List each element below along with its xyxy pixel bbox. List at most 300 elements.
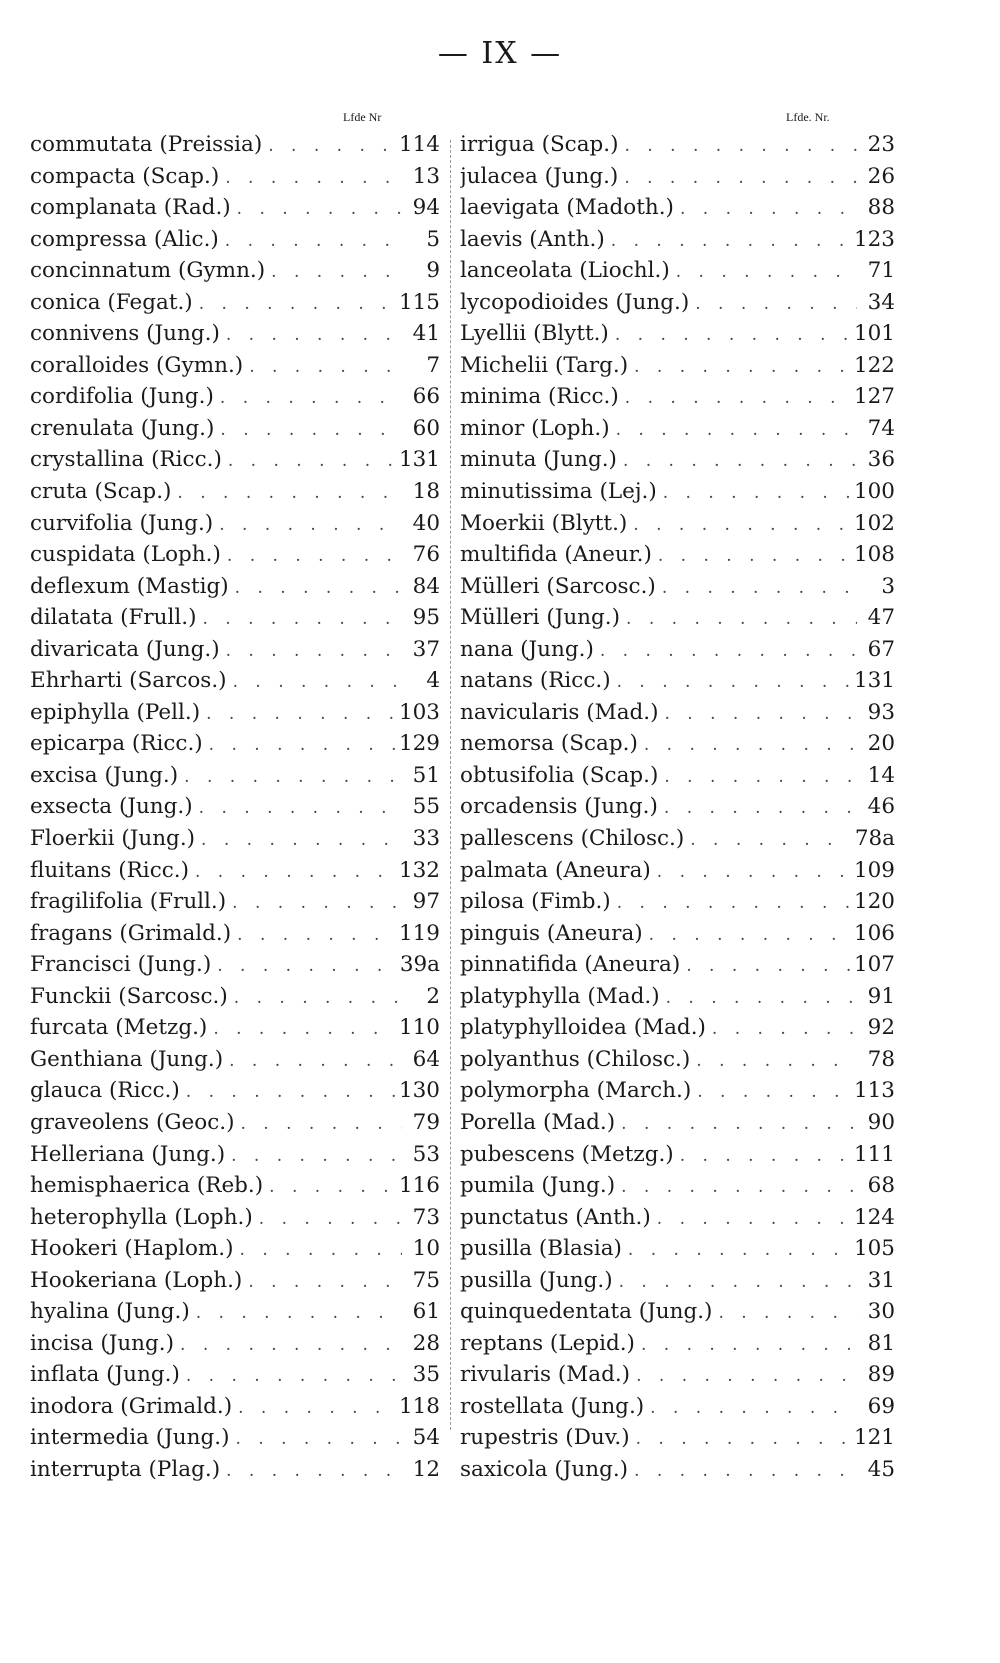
index-entry <box>460 984 895 1016</box>
entry-number: 122 <box>853 352 895 378</box>
dot-leader <box>658 546 850 566</box>
entry-term: connivens (Jung.) <box>30 321 220 347</box>
dot-leader <box>657 1209 850 1229</box>
dot-leader <box>664 798 857 818</box>
index-entry <box>30 921 440 953</box>
entry-number: 103 <box>398 699 440 725</box>
entry-term: cruta (Scap.) <box>30 479 172 505</box>
index-entry <box>30 1173 440 1205</box>
entry-term: coralloides (Gymn.) <box>30 352 244 378</box>
entry-number: 94 <box>412 195 440 221</box>
column-header: Lfde. Nr. <box>786 110 830 124</box>
entry-number: 13 <box>412 163 440 189</box>
index-entry <box>30 321 440 353</box>
dot-leader <box>201 830 402 850</box>
dot-leader <box>209 735 395 755</box>
entry-number: 51 <box>412 762 440 788</box>
entry-term: polymorpha (March.) <box>460 1078 692 1104</box>
dot-leader <box>619 1272 857 1292</box>
entry-number: 76 <box>412 542 440 568</box>
dot-leader <box>269 1177 395 1197</box>
entry-term: multifida (Aneur.) <box>460 542 652 568</box>
index-entry <box>30 1236 440 1268</box>
entry-term: rostellata (Jung.) <box>460 1393 645 1419</box>
dot-leader <box>680 1146 850 1166</box>
entry-number: 36 <box>867 447 895 473</box>
dot-leader <box>634 1461 857 1481</box>
entry-term: fluitans (Ricc.) <box>30 857 189 883</box>
entry-term: pallescens (Chilosc.) <box>460 826 685 852</box>
entry-number: 107 <box>853 952 895 978</box>
entry-term: intermedia (Jung.) <box>30 1425 230 1451</box>
dot-leader <box>235 1429 402 1449</box>
index-entry <box>460 195 895 227</box>
entry-number: 93 <box>867 699 895 725</box>
dot-leader <box>259 1209 402 1229</box>
entry-number: 113 <box>853 1078 895 1104</box>
entry-number: 91 <box>867 983 895 1009</box>
dot-leader <box>662 578 857 598</box>
dot-leader <box>206 704 395 724</box>
index-entry <box>460 321 895 353</box>
index-entry <box>460 1268 895 1300</box>
entry-term: Porella (Mad.) <box>460 1109 616 1135</box>
index-entry <box>460 1457 895 1489</box>
entry-number: 90 <box>867 1109 895 1135</box>
dot-leader <box>665 704 858 724</box>
entry-term: Lyellii (Blytt.) <box>460 321 609 347</box>
entry-number: 97 <box>412 889 440 915</box>
entry-term: hyalina (Jung.) <box>30 1299 190 1325</box>
entry-number: 110 <box>398 1015 440 1041</box>
entry-term: exsecta (Jung.) <box>30 794 193 820</box>
entry-term: pusilla (Blasia) <box>460 1236 622 1262</box>
entry-term: nemorsa (Scap.) <box>460 731 638 757</box>
entry-number: 119 <box>398 920 440 946</box>
dot-leader <box>621 1114 857 1134</box>
entry-term: palmata (Aneura) <box>460 857 651 883</box>
entry-number: 89 <box>867 1362 895 1388</box>
entry-term: complanata (Rad.) <box>30 195 231 221</box>
entry-term: Funckii (Sarcosc.) <box>30 983 228 1009</box>
index-entry <box>460 1425 895 1457</box>
entry-number: 114 <box>398 132 440 157</box>
entry-term: cordifolia (Jung.) <box>30 384 214 410</box>
dot-leader <box>238 1398 395 1418</box>
index-entry <box>460 384 895 416</box>
dot-leader <box>663 483 850 503</box>
index-entry <box>30 952 440 984</box>
index-entry <box>30 542 440 574</box>
entry-number: 121 <box>853 1425 895 1451</box>
entry-number: 120 <box>853 889 895 915</box>
entry-number: 9 <box>426 258 440 284</box>
dot-leader <box>636 1366 857 1386</box>
entry-number: 132 <box>398 857 440 883</box>
entry-number: 79 <box>412 1109 440 1135</box>
index-entry <box>460 1110 895 1142</box>
index-entry <box>460 479 895 511</box>
entry-number: 41 <box>412 321 440 347</box>
entry-term: crenulata (Jung.) <box>30 415 215 441</box>
entry-number: 101 <box>853 321 895 347</box>
index-entry <box>30 889 440 921</box>
index-entry <box>30 511 440 543</box>
entry-number: 4 <box>426 668 440 694</box>
dot-leader <box>219 515 402 535</box>
index-entry <box>460 542 895 574</box>
entry-number: 131 <box>398 447 440 473</box>
entry-term: inodora (Grimald.) <box>30 1393 233 1419</box>
index-entry <box>460 731 895 763</box>
entry-term: furcata (Metzg.) <box>30 1015 208 1041</box>
index-entry <box>460 1047 895 1079</box>
dot-leader <box>226 325 402 345</box>
dot-leader <box>235 578 402 598</box>
entry-term: Genthiana (Jung.) <box>30 1046 224 1072</box>
index-entry <box>460 668 895 700</box>
entry-number: 106 <box>853 920 895 946</box>
index-entry <box>30 416 440 448</box>
dot-leader <box>697 1082 850 1102</box>
dot-leader <box>220 388 402 408</box>
entry-term: polyanthus (Chilosc.) <box>460 1046 691 1072</box>
index-entry <box>30 1331 440 1363</box>
index-entry <box>30 605 440 637</box>
entry-term: epicarpa (Ricc.) <box>30 731 203 757</box>
entry-term: reptans (Lepid.) <box>460 1330 635 1356</box>
entry-term: heterophylla (Loph.) <box>30 1204 253 1230</box>
entry-number: 75 <box>412 1267 440 1293</box>
entry-number: 3 <box>881 573 895 599</box>
dot-leader <box>248 1272 402 1292</box>
index-entry <box>30 826 440 858</box>
index-entry <box>30 195 440 227</box>
index-entry <box>30 731 440 763</box>
entry-term: Michelii (Targ.) <box>460 352 629 378</box>
entry-term: obtusifolia (Scap.) <box>460 762 659 788</box>
index-entry <box>460 416 895 448</box>
index-entry <box>460 132 895 164</box>
dot-leader <box>227 546 402 566</box>
index-entry <box>460 637 895 669</box>
index-entry <box>460 1205 895 1237</box>
dot-leader <box>213 1019 395 1039</box>
entry-number: 10 <box>412 1236 440 1262</box>
dot-leader <box>695 294 857 314</box>
entry-term: Hookeri (Haplom.) <box>30 1236 234 1262</box>
dot-leader <box>226 641 402 661</box>
dot-leader <box>186 1366 402 1386</box>
index-entry <box>460 511 895 543</box>
index-entry <box>30 574 440 606</box>
entry-number: 47 <box>867 605 895 631</box>
entry-term: laevis (Anth.) <box>460 226 605 252</box>
dot-leader <box>617 672 850 692</box>
dot-leader <box>623 451 857 471</box>
entry-term: navicularis (Mad.) <box>460 699 659 725</box>
index-entry <box>30 164 440 196</box>
index-entry <box>30 1299 440 1331</box>
index-entry <box>30 1047 440 1079</box>
dot-leader <box>229 1051 402 1071</box>
entry-term: pusilla (Jung.) <box>460 1267 613 1293</box>
entry-number: 40 <box>412 510 440 536</box>
entry-number: 124 <box>853 1204 895 1230</box>
index-entry <box>30 447 440 479</box>
index-entry <box>30 1015 440 1047</box>
index-entry <box>460 858 895 890</box>
dot-leader <box>696 1051 857 1071</box>
entry-term: lanceolata (Liochl.) <box>460 258 670 284</box>
entry-number: 73 <box>412 1204 440 1230</box>
dot-leader <box>177 483 402 503</box>
entry-number: 28 <box>412 1330 440 1356</box>
entry-number: 127 <box>853 384 895 410</box>
entry-term: divaricata (Jung.) <box>30 636 220 662</box>
dot-leader <box>664 767 857 787</box>
entry-number: 78 <box>867 1046 895 1072</box>
entry-number: 31 <box>867 1267 895 1293</box>
dot-leader <box>249 357 402 377</box>
entry-number: 54 <box>412 1425 440 1451</box>
entry-term: julacea (Jung.) <box>460 163 619 189</box>
index-entry <box>460 1236 895 1268</box>
entry-number: 115 <box>398 289 440 315</box>
entry-number: 109 <box>853 857 895 883</box>
entry-term: Mülleri (Sarcosc.) <box>460 573 656 599</box>
entry-number: 60 <box>412 415 440 441</box>
dot-leader <box>228 451 395 471</box>
index-entry <box>30 637 440 669</box>
entry-number: 78a <box>854 826 895 852</box>
index-entry <box>460 1394 895 1426</box>
dot-leader <box>180 1335 402 1355</box>
dot-leader <box>184 767 402 787</box>
entry-term: fragans (Grimald.) <box>30 920 232 946</box>
dot-leader <box>271 262 402 282</box>
entry-term: orcadensis (Jung.) <box>460 794 658 820</box>
entry-term: pinguis (Aneura) <box>460 920 643 946</box>
index-entry <box>30 1394 440 1426</box>
dot-leader <box>186 1082 395 1102</box>
entry-number: 46 <box>867 794 895 820</box>
dot-leader <box>633 515 850 535</box>
entry-term: deflexum (Mastig) <box>30 573 229 599</box>
index-entry <box>460 574 895 606</box>
entry-term: Ehrharti (Sarcos.) <box>30 668 227 694</box>
entry-number: 20 <box>867 731 895 757</box>
entry-number: 53 <box>412 1141 440 1167</box>
entry-number: 105 <box>853 1236 895 1262</box>
index-entry <box>460 763 895 795</box>
entry-term: Hookeriana (Loph.) <box>30 1267 243 1293</box>
dot-leader <box>199 294 395 314</box>
index-entry <box>460 258 895 290</box>
dot-leader <box>600 641 857 661</box>
index-entry <box>30 1142 440 1174</box>
dot-leader <box>237 925 395 945</box>
entry-term: natans (Ricc.) <box>460 668 611 694</box>
dot-leader <box>628 1240 850 1260</box>
entry-number: 34 <box>867 289 895 315</box>
entry-number: 95 <box>412 605 440 631</box>
entry-term: inflata (Jung.) <box>30 1362 180 1388</box>
dot-leader <box>268 136 395 156</box>
entry-number: 74 <box>867 415 895 441</box>
entry-term: epiphylla (Pell.) <box>30 699 201 725</box>
entry-number: 116 <box>398 1173 440 1199</box>
index-entry <box>460 826 895 858</box>
index-entry <box>30 763 440 795</box>
entry-number: 61 <box>412 1299 440 1325</box>
index-entry <box>30 1205 440 1237</box>
index-entry <box>460 605 895 637</box>
entry-term: cuspidata (Loph.) <box>30 542 221 568</box>
entry-number: 129 <box>398 731 440 757</box>
dot-leader <box>718 1303 857 1323</box>
entry-number: 81 <box>867 1330 895 1356</box>
dot-leader <box>232 893 402 913</box>
entry-term: pubescens (Metzg.) <box>460 1141 674 1167</box>
entry-term: glauca (Ricc.) <box>30 1078 180 1104</box>
entry-term: saxicola (Jung.) <box>460 1456 629 1482</box>
dot-leader <box>616 420 857 440</box>
dot-leader <box>625 388 850 408</box>
entry-number: 33 <box>412 826 440 852</box>
index-entry <box>30 1268 440 1300</box>
entry-number: 30 <box>867 1299 895 1325</box>
dot-leader <box>611 231 850 251</box>
entry-number: 92 <box>867 1015 895 1041</box>
index-entry <box>30 227 440 259</box>
dot-leader <box>624 168 857 188</box>
dot-leader <box>621 1177 857 1197</box>
index-entry <box>460 227 895 259</box>
dot-leader <box>203 609 403 629</box>
index-entry <box>460 1173 895 1205</box>
index-entry <box>460 952 895 984</box>
entry-term: minor (Loph.) <box>460 415 610 441</box>
entry-term: dilatata (Frull.) <box>30 605 197 631</box>
entry-number: 12 <box>412 1456 440 1482</box>
dot-leader <box>240 1240 402 1260</box>
dot-leader <box>657 862 850 882</box>
entry-term: Mülleri (Jung.) <box>460 605 621 631</box>
entry-term: quinquedentata (Jung.) <box>460 1299 713 1325</box>
dot-leader <box>617 893 850 913</box>
entry-number: 131 <box>853 668 895 694</box>
entry-number: 45 <box>867 1456 895 1482</box>
entry-term: platyphylla (Mad.) <box>460 983 660 1009</box>
index-entry <box>460 353 895 385</box>
index-entry <box>30 1078 440 1110</box>
entry-number: 18 <box>412 479 440 505</box>
index-entry <box>460 794 895 826</box>
entry-number: 69 <box>867 1393 895 1419</box>
entry-number: 118 <box>398 1393 440 1419</box>
entry-term: rupestris (Duv.) <box>460 1425 630 1451</box>
index-entry <box>460 700 895 732</box>
index-entry <box>460 447 895 479</box>
entry-term: compacta (Scap.) <box>30 163 220 189</box>
entry-term: irrigua (Scap.) <box>460 132 619 157</box>
entry-term: excisa (Jung.) <box>30 762 179 788</box>
index-entry <box>30 984 440 1016</box>
dot-leader <box>237 199 402 219</box>
dot-leader <box>220 420 402 440</box>
entry-term: interrupta (Plag.) <box>30 1456 221 1482</box>
entry-term: minima (Ricc.) <box>460 384 619 410</box>
index-entry <box>30 1425 440 1457</box>
entry-term: graveolens (Geoc.) <box>30 1109 235 1135</box>
entry-number: 66 <box>412 384 440 410</box>
entry-term: nana (Jung.) <box>460 636 594 662</box>
entry-number: 2 <box>426 983 440 1009</box>
entry-number: 67 <box>867 636 895 662</box>
entry-number: 71 <box>867 258 895 284</box>
entry-number: 14 <box>867 762 895 788</box>
page-number: — IX — <box>437 36 563 71</box>
entry-list <box>460 132 895 1489</box>
entry-number: 68 <box>867 1173 895 1199</box>
index-entry <box>30 1362 440 1394</box>
entry-term: lycopodioides (Jung.) <box>460 289 690 315</box>
entry-number: 123 <box>853 226 895 252</box>
entry-number: 39a <box>399 952 440 978</box>
entry-term: platyphylloidea (Mad.) <box>460 1015 706 1041</box>
column-header: Lfde Nr <box>343 110 382 124</box>
dot-leader <box>644 735 857 755</box>
entry-number: 100 <box>853 479 895 505</box>
entry-number: 35 <box>412 1362 440 1388</box>
entry-term: compressa (Alic.) <box>30 226 219 252</box>
index-entry <box>460 164 895 196</box>
dot-leader <box>712 1019 857 1039</box>
entry-number: 64 <box>412 1046 440 1072</box>
dot-leader <box>226 1461 402 1481</box>
dot-leader <box>615 325 850 345</box>
index-entry <box>30 1110 440 1142</box>
entry-term: minuta (Jung.) <box>460 447 617 473</box>
index-entry <box>460 1078 895 1110</box>
index-entry <box>30 384 440 416</box>
entry-number: 84 <box>412 573 440 599</box>
index-entry <box>30 353 440 385</box>
entry-term: curvifolia (Jung.) <box>30 510 214 536</box>
dot-leader <box>240 1114 402 1134</box>
entry-number: 108 <box>853 542 895 568</box>
dot-leader <box>641 1335 857 1355</box>
dot-leader <box>217 956 396 976</box>
entry-number: 111 <box>853 1141 895 1167</box>
dot-leader <box>666 988 857 1008</box>
index-entry <box>460 290 895 322</box>
index-entry <box>30 858 440 890</box>
entry-term: minutissima (Lej.) <box>460 479 657 505</box>
index-entry <box>30 479 440 511</box>
entry-term: Moerkii (Blytt.) <box>460 510 628 536</box>
dot-leader <box>634 357 850 377</box>
dot-leader <box>649 925 850 945</box>
entry-term: concinnatum (Gymn.) <box>30 258 266 284</box>
entry-number: 7 <box>426 352 440 378</box>
entry-number: 88 <box>867 195 895 221</box>
dot-leader <box>234 988 402 1008</box>
index-entry <box>460 1362 895 1394</box>
index-entry <box>460 889 895 921</box>
dot-leader <box>680 199 857 219</box>
